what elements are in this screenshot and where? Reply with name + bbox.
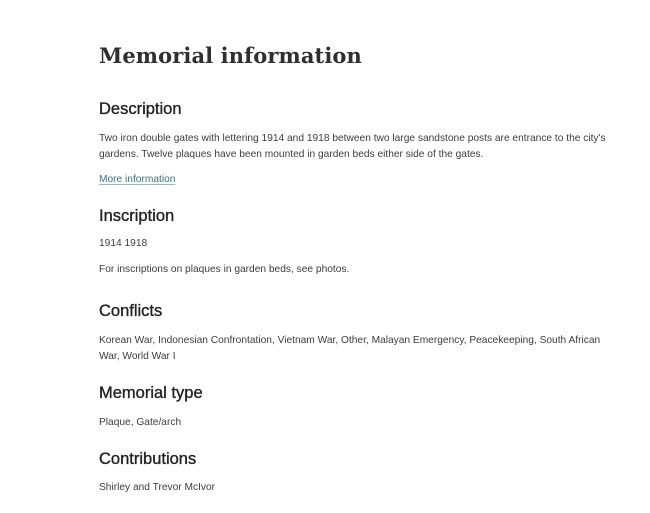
page-title: Memorial information [99,43,362,68]
contributions-text: Shirley and Trevor McIvor [99,482,216,493]
memorial-type-text: Plaque, Gate/arch [99,417,182,428]
inscription-line: 1914 1918 [99,238,148,249]
conflicts-text: Korean War, Indonesian Confrontation, Vietnam War, Other, Malayan Emergency, Peacekeeping, South African War, World War I [99,335,601,362]
inscription-note: For inscriptions on plaques in garden beds, see photos. [99,264,350,275]
description-text: Two iron double gates with lettering 1914 and 1918 between two large sandstone posts are entrance to the city's gardens. Twelve plaques have been mounted in garden beds either side of the gates. [99,133,606,160]
contributions-heading: Contributions [99,450,197,468]
inscription-section [99,204,609,278]
memorial-type-heading: Memorial type [99,384,203,402]
description-section [99,97,609,188]
description-heading: Description [99,100,182,118]
inscription-heading: Inscription [99,207,175,225]
memorial-type-section [99,381,609,431]
memorial-information-panel [99,40,609,496]
more-information-link[interactable]: More information [99,174,176,185]
conflicts-section [99,299,609,365]
conflicts-heading: Conflicts [99,302,163,320]
contributions-section [99,447,609,496]
